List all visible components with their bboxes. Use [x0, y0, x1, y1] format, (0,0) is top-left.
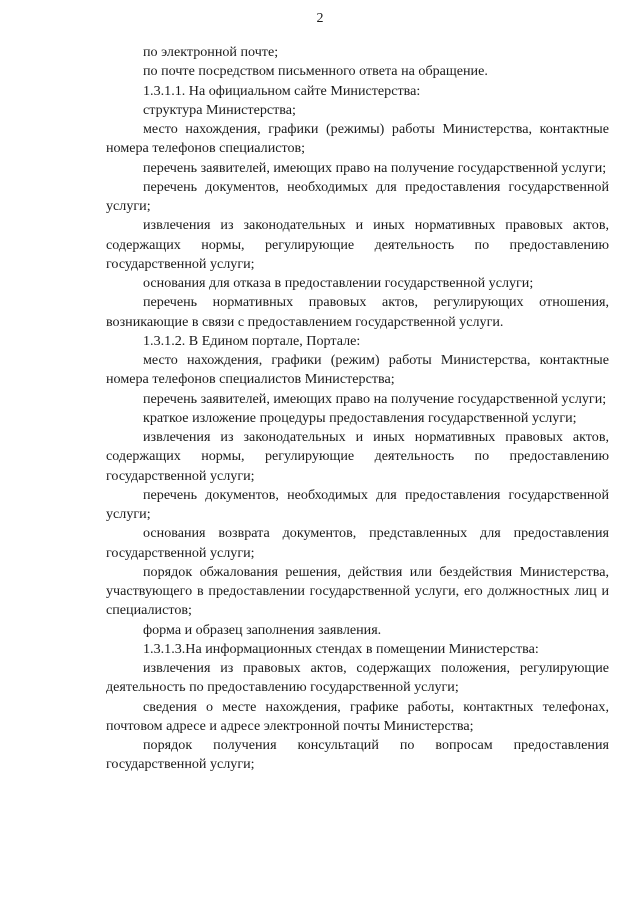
section-heading-1-3-1-2: 1.3.1.2. В Едином портале, Портале:	[143, 332, 361, 349]
paragraph-10: перечень нормативных правовых актов, регулирующих отношения, возникающие в связи с предоставлением государственной услуги.	[106, 294, 609, 330]
section-heading-1-3-1-3: 1.3.1.3.На информационных стендах в помещении Министерства:	[143, 640, 539, 657]
paragraph-13: перечень заявителей, имеющих право на получение государственной услуги;	[143, 390, 607, 407]
paragraph-12: место нахождения, графики (режим) работы Министерства, контактные номера телефонов специалистов Министерства;	[106, 352, 609, 388]
paragraph-15: извлечения из законодательных и иных нормативных правовых актов, содержащих нормы, регулирующие деятельность по предоставлению государственной услуги;	[106, 429, 609, 484]
paragraph-16: перечень документов, необходимых для предоставления государственной услуги;	[106, 486, 609, 522]
paragraph-9: основания для отказа в предоставлении государственной услуги;	[143, 275, 534, 291]
paragraph-5: место нахождения, графики (режимы) работы Министерства, контактные номера телефонов специалистов;	[106, 121, 609, 157]
document-body	[106, 43, 609, 775]
paragraph-7: перечень документов, необходимых для предоставления государственной услуги;	[106, 178, 609, 214]
paragraph-1: по электронной почте;	[143, 44, 279, 60]
paragraph-4: структура Министерства;	[143, 101, 296, 118]
page-number: 2	[316, 11, 324, 26]
paragraph-18: порядок обжалования решения, действия или бездействия Министерства, участвующего в предоставлении государственной услуги, его должностных лиц и специалистов;	[106, 563, 609, 619]
section-heading-1-3-1-1: 1.3.1.1. На официальном сайте Министерства:	[143, 82, 421, 99]
paragraph-14: краткое изложение процедуры предоставления государственной услуги;	[143, 409, 577, 426]
paragraph-8: извлечения из законодательных и иных нормативных правовых актов, содержащих нормы, регулирующие деятельность по предоставлению государственной услуги;	[106, 217, 609, 272]
paragraph-6: перечень заявителей, имеющих право на получение государственной услуги;	[143, 159, 607, 176]
paragraph-2: по почте посредством письменного ответа на обращение.	[143, 63, 488, 80]
paragraph-22: сведения о месте нахождения, графике работы, контактных телефонах, почтовом адресе и адресе электронной почты Министерства;	[106, 698, 609, 734]
paragraph-23: порядок получения консультаций по вопросам предоставления государственной услуги;	[106, 737, 609, 773]
paragraph-21: извлечения из правовых актов, содержащих положения, регулирующие деятельность по предоставлению государственной услуги;	[106, 660, 609, 696]
paragraph-19: форма и образец заполнения заявления.	[143, 621, 382, 638]
paragraph-17: основания возврата документов, представленных для предоставления государственной услуги;	[106, 525, 609, 561]
